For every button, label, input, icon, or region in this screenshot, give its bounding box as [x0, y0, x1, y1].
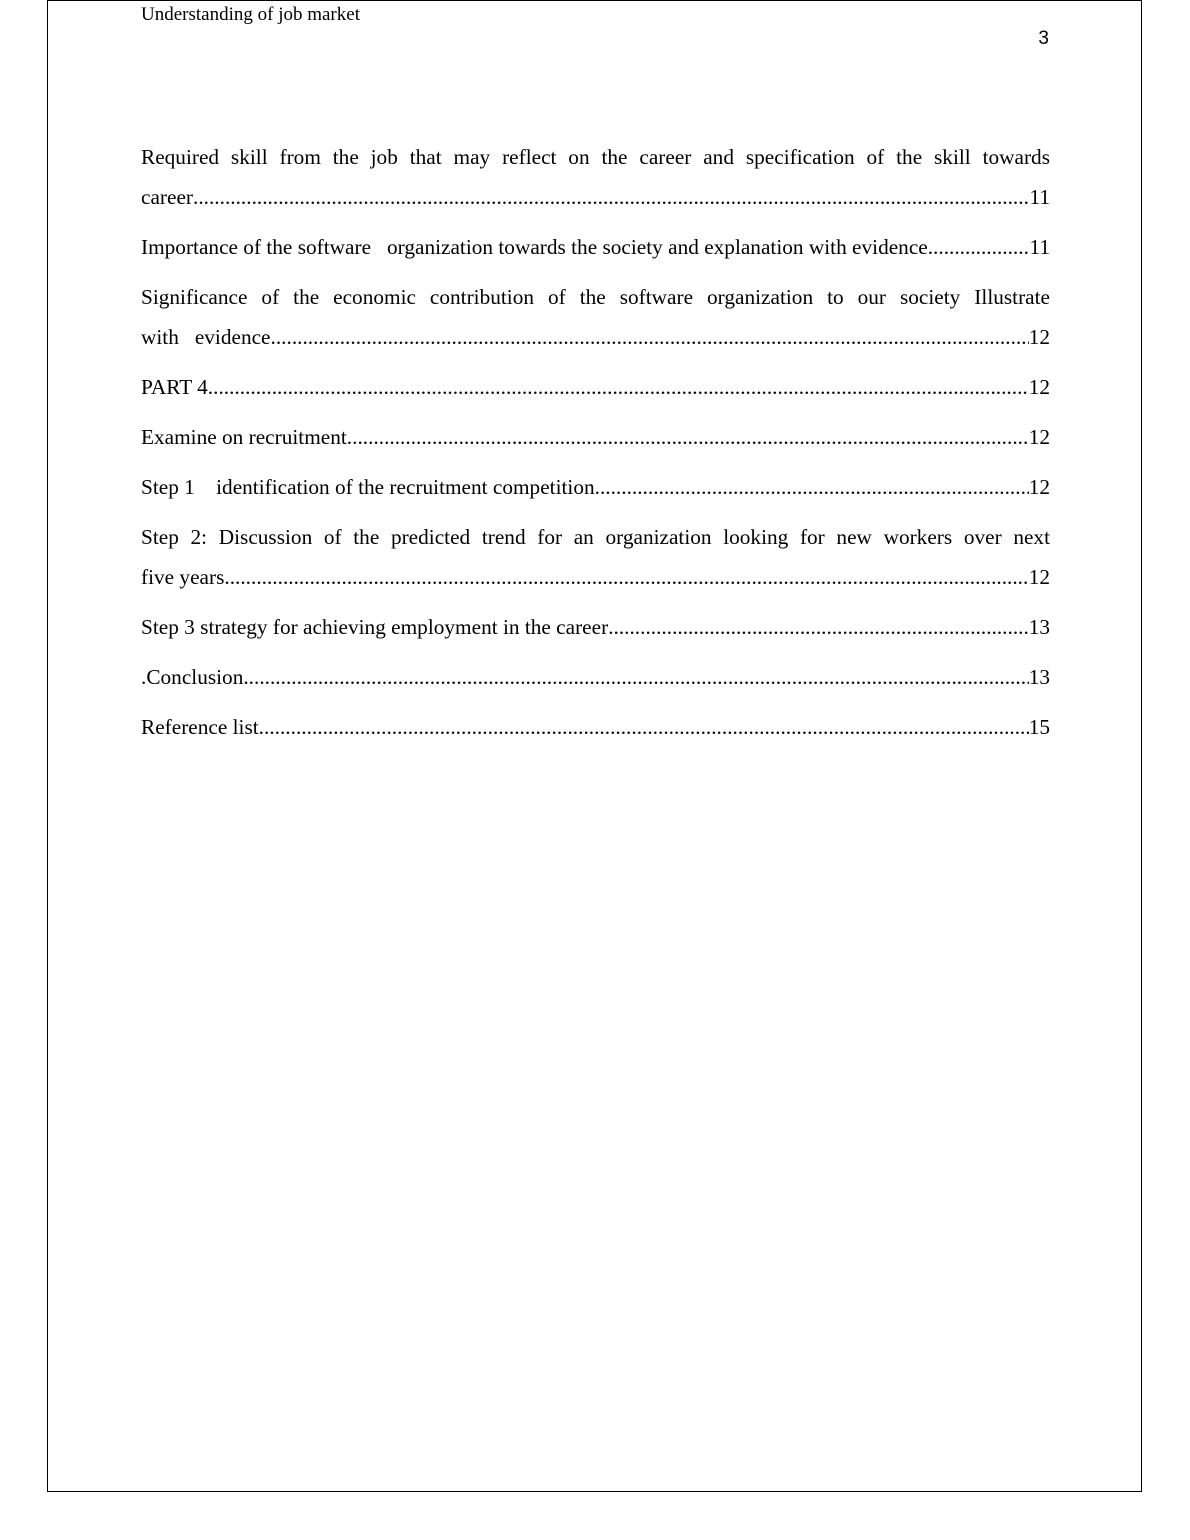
page-number: 3: [1038, 28, 1049, 49]
toc-page-number: 12: [1028, 565, 1050, 589]
toc-entry-step-2[interactable]: [141, 517, 1050, 597]
toc-entry-line: [141, 227, 1050, 267]
toc-entry-examine-recruitment[interactable]: [141, 417, 1050, 457]
toc-entry-line: [141, 317, 1050, 357]
toc-entry-line: [141, 607, 1050, 647]
toc-entry-significance[interactable]: [141, 277, 1050, 357]
running-header-title: Understanding of job market: [141, 4, 360, 25]
toc-page-number: 12: [1028, 475, 1050, 499]
toc-leader-dots: [259, 707, 1029, 747]
toc-page-number: 12: [1028, 375, 1050, 399]
toc-entry-line: [141, 657, 1050, 697]
toc-entry-line: [141, 177, 1050, 217]
toc-entry-step-1[interactable]: [141, 467, 1050, 507]
toc-entry-required-skill[interactable]: [141, 137, 1050, 217]
toc-entry-reference-list[interactable]: [141, 707, 1050, 747]
toc-page-number: 15: [1028, 715, 1050, 739]
toc-page-number: 13: [1028, 665, 1050, 689]
toc-entry-text: with evidence: [141, 325, 271, 349]
toc-entry-line: [141, 417, 1050, 457]
toc-leader-dots: [271, 317, 1029, 357]
toc-entry-text: .Conclusion: [141, 665, 244, 689]
toc-entry-text: PART 4: [141, 375, 208, 399]
toc-entry-text: career: [141, 185, 193, 209]
toc-page-number: 12: [1028, 325, 1050, 349]
toc-entry-text: Reference list: [141, 715, 259, 739]
toc-entry-text: Step 1 identification of the recruitment competition: [141, 475, 595, 499]
toc-entry-text-line1: Significance of the economic contribution of the software organization to our society Illustrate: [141, 285, 1050, 309]
toc-entry-text-line1: Step 2: Discussion of the predicted trend for an organization looking for new workers over next: [141, 525, 1050, 549]
toc-page-number: 13: [1028, 615, 1050, 639]
toc-entry-line: [141, 707, 1050, 747]
toc-entry-text: five years: [141, 565, 225, 589]
toc-entry-text: Step 3 strategy for achieving employment in the career: [141, 615, 609, 639]
toc-entry-text: Importance of the software organization towards the society and explanation with evidence: [141, 235, 928, 259]
toc-leader-dots: [595, 467, 1029, 507]
toc-leader-dots: [208, 367, 1029, 407]
toc-entry-importance[interactable]: [141, 227, 1050, 267]
document-page: [47, 0, 1142, 1492]
toc-page-number: 12: [1028, 425, 1050, 449]
toc-leader-dots: [608, 607, 1029, 647]
toc-entry-text: Examine on recruitment: [141, 425, 347, 449]
toc-leader-dots: [193, 177, 1029, 217]
toc-leader-dots: [224, 557, 1028, 597]
toc-leader-dots: [347, 417, 1029, 457]
toc-leader-dots: [243, 657, 1028, 697]
toc-page-number: 11: [1029, 185, 1050, 209]
toc-entry-line: [141, 557, 1050, 597]
toc-page-number: 11: [1029, 235, 1050, 259]
toc-entry-line: [141, 467, 1050, 507]
toc-leader-dots: [928, 227, 1030, 267]
toc-entry-conclusion[interactable]: [141, 657, 1050, 697]
toc-entry-line: [141, 367, 1050, 407]
toc-entry-part-4[interactable]: [141, 367, 1050, 407]
toc-entry-text-line1: Required skill from the job that may reflect on the career and specification of the skill towards: [141, 145, 1050, 169]
toc-entry-step-3[interactable]: [141, 607, 1050, 647]
table-of-contents: [141, 137, 1050, 757]
